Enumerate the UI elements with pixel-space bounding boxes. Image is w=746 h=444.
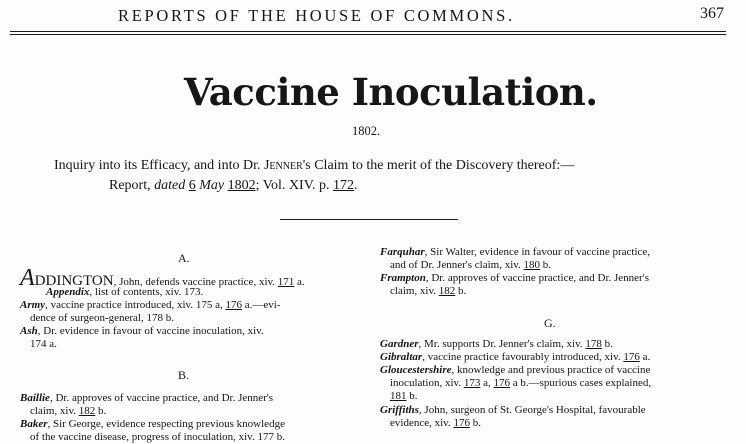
entry-text: , Dr. approves of vaccine practice, and Dr. Jenner's [425, 272, 649, 284]
section-rule [280, 219, 458, 220]
entry-text: b. [601, 338, 613, 350]
entry-text: , knowledge and previous practice of vaccine [451, 364, 651, 376]
index-entry-frampton [380, 272, 649, 285]
entry-heading: Griffiths [380, 404, 419, 416]
entry-text: inoculation, xiv. [390, 377, 464, 389]
entry-text: and of Dr. Jenner's claim, xiv. [390, 259, 524, 271]
inquiry-month: May [199, 178, 225, 193]
entry-heading: Frampton [380, 272, 426, 284]
entry-ref: 182 [438, 285, 456, 297]
inquiry-day: 6 [188, 178, 196, 193]
entry-ref: 178 [585, 338, 602, 350]
entry-heading: DDINGTON [34, 273, 114, 289]
entry-heading: Appendix [46, 286, 90, 298]
entry-ref: 176 [493, 377, 510, 389]
entry-text: , Sir Walter, evidence in favour of vaccine practice, [424, 246, 651, 258]
entry-ref: 182 [78, 405, 96, 417]
inquiry-text: 's Claim to the merit of the Discovery thereof:— [302, 158, 575, 173]
index-entry-griffiths-cont [390, 417, 481, 430]
entry-text: , Sir George, evidence respecting previous knowledge [47, 418, 285, 430]
page-number: 367 [700, 5, 724, 22]
entry-text: , vaccine practice favourably introduced, xiv. [422, 351, 624, 363]
entry-ref: 171 [277, 276, 295, 288]
inquiry-year: 1802 [227, 178, 256, 193]
entry-text: a b.—spurious cases explained, [509, 377, 652, 389]
entry-heading: Gloucestershire [380, 364, 452, 376]
entry-ref: 180 [523, 259, 541, 271]
inquiry-page: 172 [333, 178, 355, 193]
index-entry-army [20, 299, 280, 312]
entry-text: , Dr. approves of vaccine practice, and Dr. Jenner's [49, 392, 274, 404]
inquiry-text: Inquiry into its Efficacy, and into Dr. [54, 158, 264, 173]
header-rule [10, 31, 726, 35]
entry-heading: Baillie [20, 392, 50, 404]
inquiry-line-1 [54, 158, 574, 174]
index-letter-g: G. [544, 316, 556, 330]
index-entry-gardner [380, 338, 613, 351]
inquiry-name: Jenner [263, 158, 303, 173]
entry-text: b. [455, 285, 467, 297]
entry-text: , Mr. supports Dr. Jenner's claim, xiv. [418, 338, 586, 350]
entry-text: , list of contents, xiv. 173. [89, 286, 204, 298]
index-entry-baker [20, 418, 285, 431]
index-entry-farquhar [380, 246, 650, 259]
entry-text: , Dr. evidence in favour of vaccine inoculation, xiv. [37, 325, 264, 337]
index-entry-gibraltar [380, 351, 650, 364]
drop-cap: A [20, 265, 35, 291]
entry-text: , John, surgeon of St. George's Hospital, favourable [418, 404, 646, 416]
entry-text: evidence, xiv. [390, 417, 454, 429]
index-entry-farquhar-cont [390, 259, 551, 272]
entry-heading: Farquhar [380, 246, 425, 258]
index-entry-griffiths [380, 404, 646, 417]
entry-text: , vaccine practice introduced, xiv. 175 a, [45, 299, 226, 311]
index-entry-gloucestershire-cont [390, 377, 651, 390]
inquiry-text: Report, [109, 178, 155, 193]
inquiry-dated: dated [154, 178, 186, 193]
entry-text: a, [480, 377, 494, 389]
entry-heading: Baker [20, 418, 48, 430]
entry-text: a.—evi- [241, 299, 281, 311]
entry-ref: 176 [453, 417, 470, 429]
index-letter-b: B. [178, 368, 190, 382]
index-entry-appendix [46, 286, 203, 299]
entry-ref: 176 [225, 299, 242, 311]
index-entry-baker-cont: of the vaccine disease, progress of inoculation, xiv. 177 b. [30, 431, 285, 443]
entry-ref: 181 [390, 390, 407, 402]
index-entry-frampton-cont [390, 285, 466, 298]
index-entry-ash [20, 325, 264, 338]
index-entry-baillie [20, 392, 273, 405]
index-entry-gloucestershire-cont2 [390, 390, 418, 403]
report-year: 1802. [352, 124, 381, 138]
index-entry-baillie-cont [30, 405, 106, 418]
page-title: Vaccine Inoculation. [184, 70, 598, 114]
index-entry-ash-cont: 174 a. [30, 338, 57, 350]
entry-text: b. [406, 390, 418, 402]
index-letter-a: A. [178, 251, 190, 265]
running-title: REPORTS OF THE HOUSE OF COMMONS. [118, 6, 515, 25]
entry-ref: 176 [623, 351, 640, 363]
inquiry-line-2 [109, 178, 358, 194]
entry-ref: 173 [463, 377, 481, 389]
entry-text: a. [639, 351, 651, 363]
entry-heading: Ash [20, 325, 38, 337]
entry-heading: Gardner [380, 338, 419, 350]
entry-text: b. [95, 405, 107, 417]
entry-text: b. [540, 259, 552, 271]
inquiry-text: . [354, 178, 358, 193]
entry-text: claim, xiv. [390, 285, 439, 297]
entry-text: , John, defends vaccine practice, xiv. [113, 276, 278, 288]
entry-text: a. [294, 276, 305, 288]
index-entry-army-cont: dence of surgeon-general, 178 b. [30, 312, 174, 324]
entry-text: claim, xiv. [30, 405, 79, 417]
entry-heading: Gibraltar [380, 351, 423, 363]
entry-text: b. [469, 417, 481, 429]
index-entry-gloucestershire [380, 364, 650, 377]
entry-heading: Army [20, 299, 46, 311]
inquiry-text: ; Vol. XIV. p. [255, 178, 334, 193]
